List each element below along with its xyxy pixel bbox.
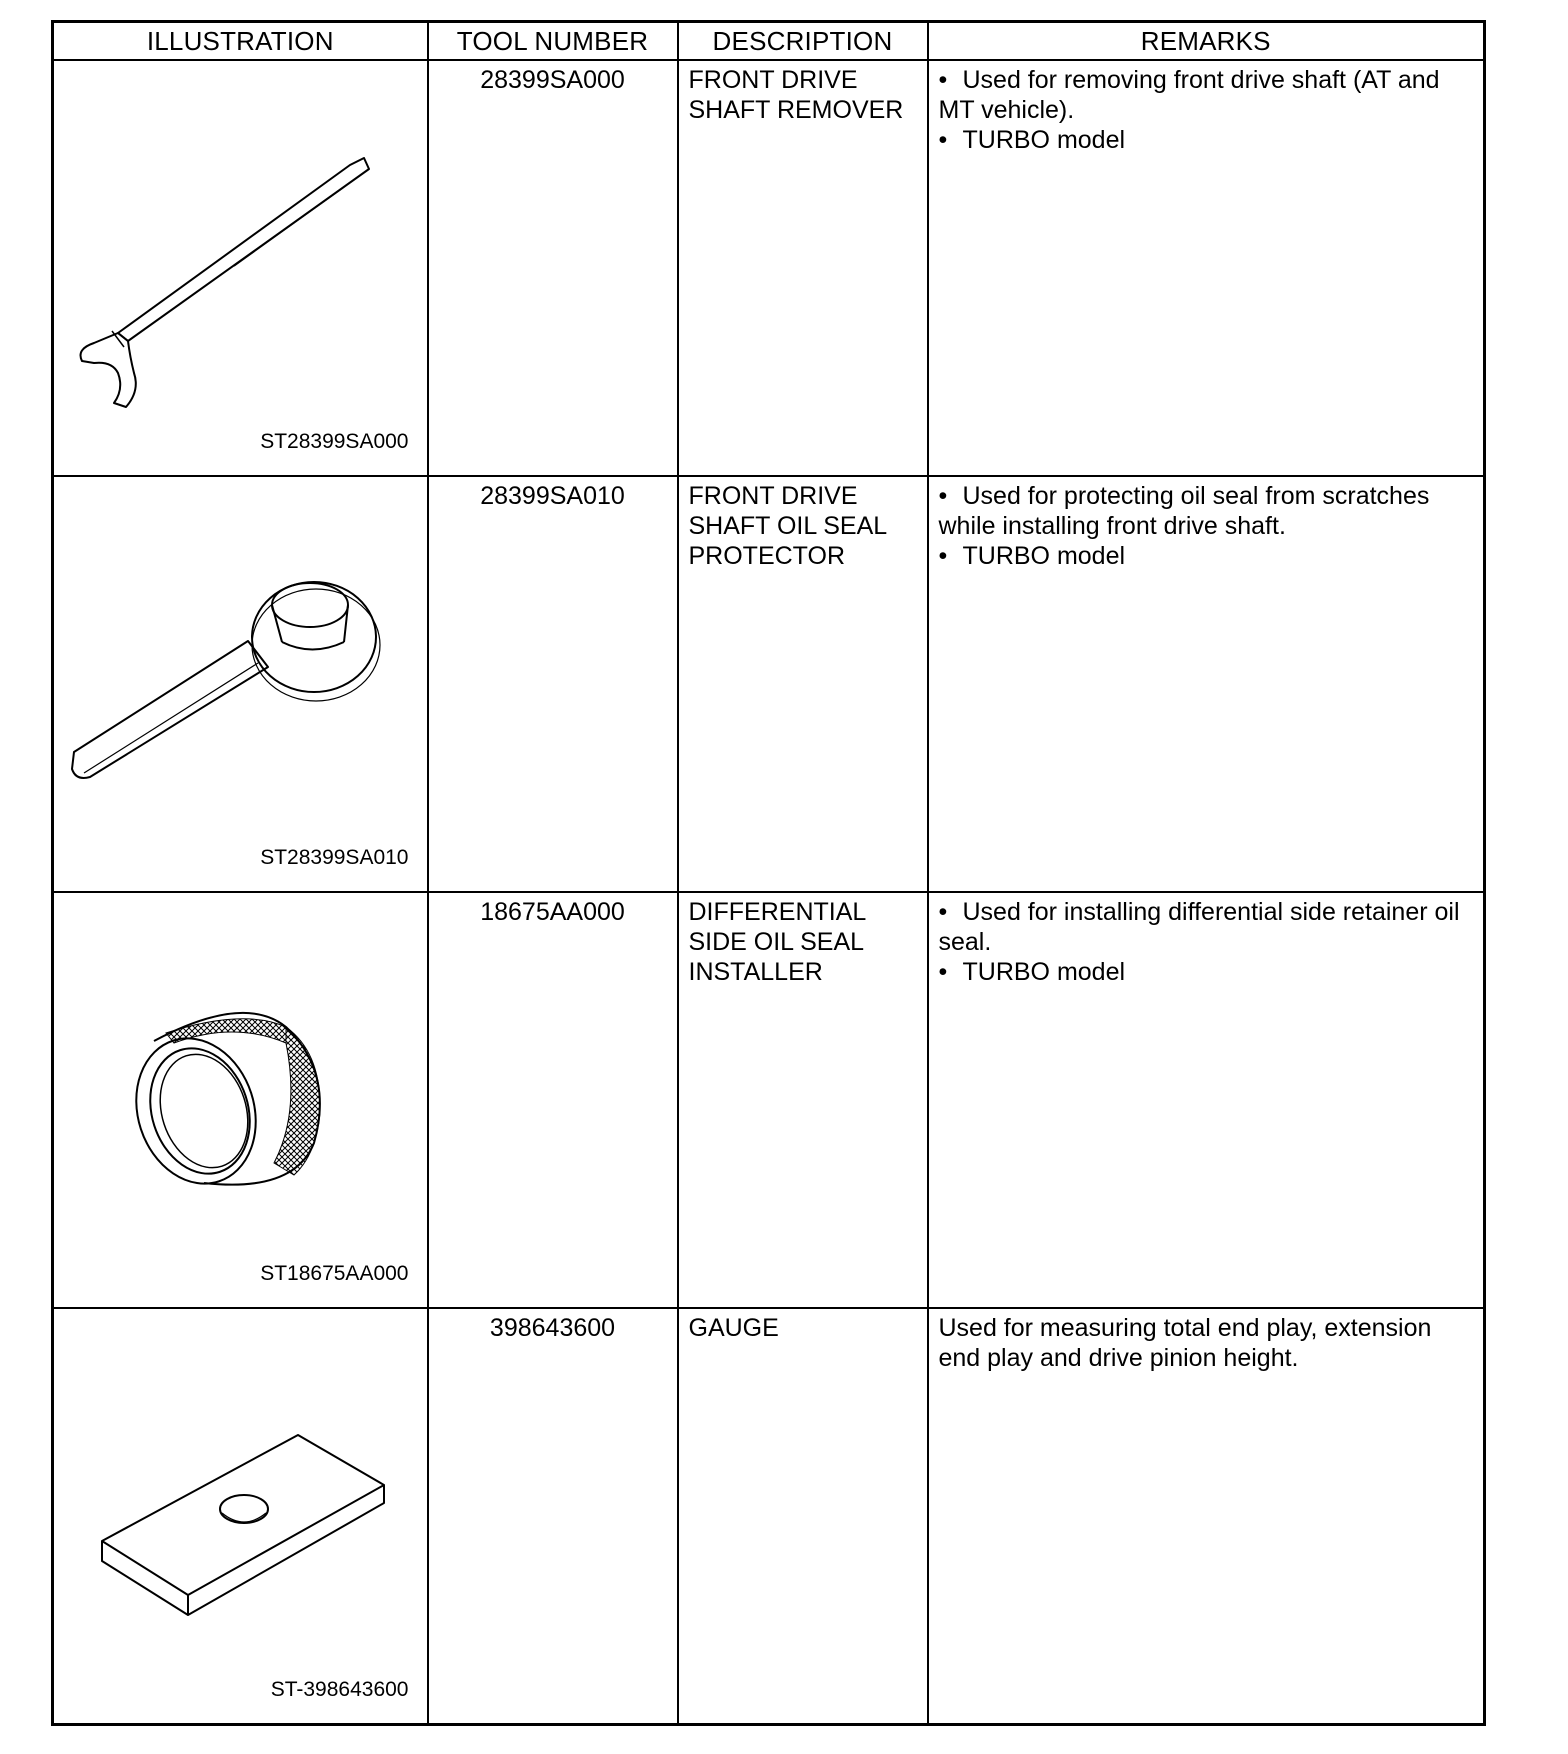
description-cell: [678, 1308, 928, 1725]
illustration-code: ST28399SA010: [260, 846, 409, 869]
bullet-icon: •: [938, 958, 948, 986]
remarks-cell: [928, 476, 1485, 892]
tool-number-cell: 18675AA000: [428, 892, 678, 1308]
table-row: [53, 892, 1485, 1308]
bullet-icon: •: [938, 126, 948, 154]
remark-text: Used for removing front drive shaft (AT and: [962, 66, 1440, 94]
special-tools-table: [51, 20, 1486, 1726]
remark-line: [939, 125, 1474, 155]
remark-line: end play and drive pinion height.: [938, 1344, 1299, 1372]
remark-line: [939, 541, 1474, 571]
description-line: INSTALLER: [688, 958, 823, 986]
remark-line: MT vehicle).: [938, 96, 1075, 124]
tool-number-cell: 28399SA010: [428, 476, 678, 892]
description-line: FRONT DRIVE: [688, 66, 858, 94]
remark-text: TURBO model: [962, 126, 1126, 154]
header-description: DESCRIPTION: [678, 22, 928, 61]
oil-seal-protector-icon: [54, 477, 429, 887]
spanner-remover-icon: [54, 61, 429, 471]
table-row: [53, 476, 1485, 892]
description-line: SIDE OIL SEAL: [688, 928, 865, 956]
description-cell: [678, 60, 928, 476]
remark-text: TURBO model: [962, 542, 1126, 570]
remark-line: Used for measuring total end play, extension: [938, 1314, 1432, 1342]
table-row: [53, 1308, 1485, 1725]
table-row: [53, 60, 1485, 476]
header-remarks: REMARKS: [928, 22, 1485, 61]
header-tool-number: TOOL NUMBER: [428, 22, 678, 61]
gauge-plate-icon: [54, 1309, 429, 1719]
bullet-icon: •: [938, 542, 948, 570]
remark-line: seal.: [938, 928, 992, 956]
remark-text: Used for protecting oil seal from scratches: [962, 482, 1430, 510]
tool-number-cell: 398643600: [428, 1308, 678, 1725]
illustration-code: ST-398643600: [270, 1678, 409, 1701]
bullet-icon: •: [938, 66, 948, 94]
description-cell: [678, 892, 928, 1308]
remark-text: Used for installing differential side retainer oil: [962, 898, 1460, 926]
remark-line: [939, 481, 1474, 511]
bullet-icon: •: [938, 482, 948, 510]
header-illustration: ILLUSTRATION: [53, 22, 428, 61]
description-line: PROTECTOR: [688, 542, 845, 570]
remarks-cell: [928, 1308, 1485, 1725]
illustration-cell: [53, 892, 428, 1308]
remark-text: TURBO model: [962, 958, 1126, 986]
description-cell: [678, 476, 928, 892]
remark-line: while installing front drive shaft.: [938, 512, 1286, 540]
remarks-cell: [928, 60, 1485, 476]
illustration-code: ST18675AA000: [260, 1262, 409, 1285]
remark-line: [939, 65, 1474, 95]
remark-line: [939, 897, 1474, 927]
remark-line: [939, 957, 1474, 987]
knurled-installer-icon: [54, 893, 429, 1303]
remarks-cell: [928, 892, 1485, 1308]
illustration-cell: [53, 1308, 428, 1725]
illustration-code: ST28399SA000: [260, 430, 409, 453]
description-line: GAUGE: [688, 1314, 779, 1342]
description-line: SHAFT OIL SEAL: [688, 512, 888, 540]
illustration-cell: [53, 60, 428, 476]
description-line: DIFFERENTIAL: [688, 898, 867, 926]
description-line: SHAFT REMOVER: [688, 96, 904, 124]
illustration-cell: [53, 476, 428, 892]
table-header-row: [53, 22, 1485, 61]
tool-number-cell: 28399SA000: [428, 60, 678, 476]
bullet-icon: •: [938, 898, 948, 926]
description-line: FRONT DRIVE: [688, 482, 858, 510]
